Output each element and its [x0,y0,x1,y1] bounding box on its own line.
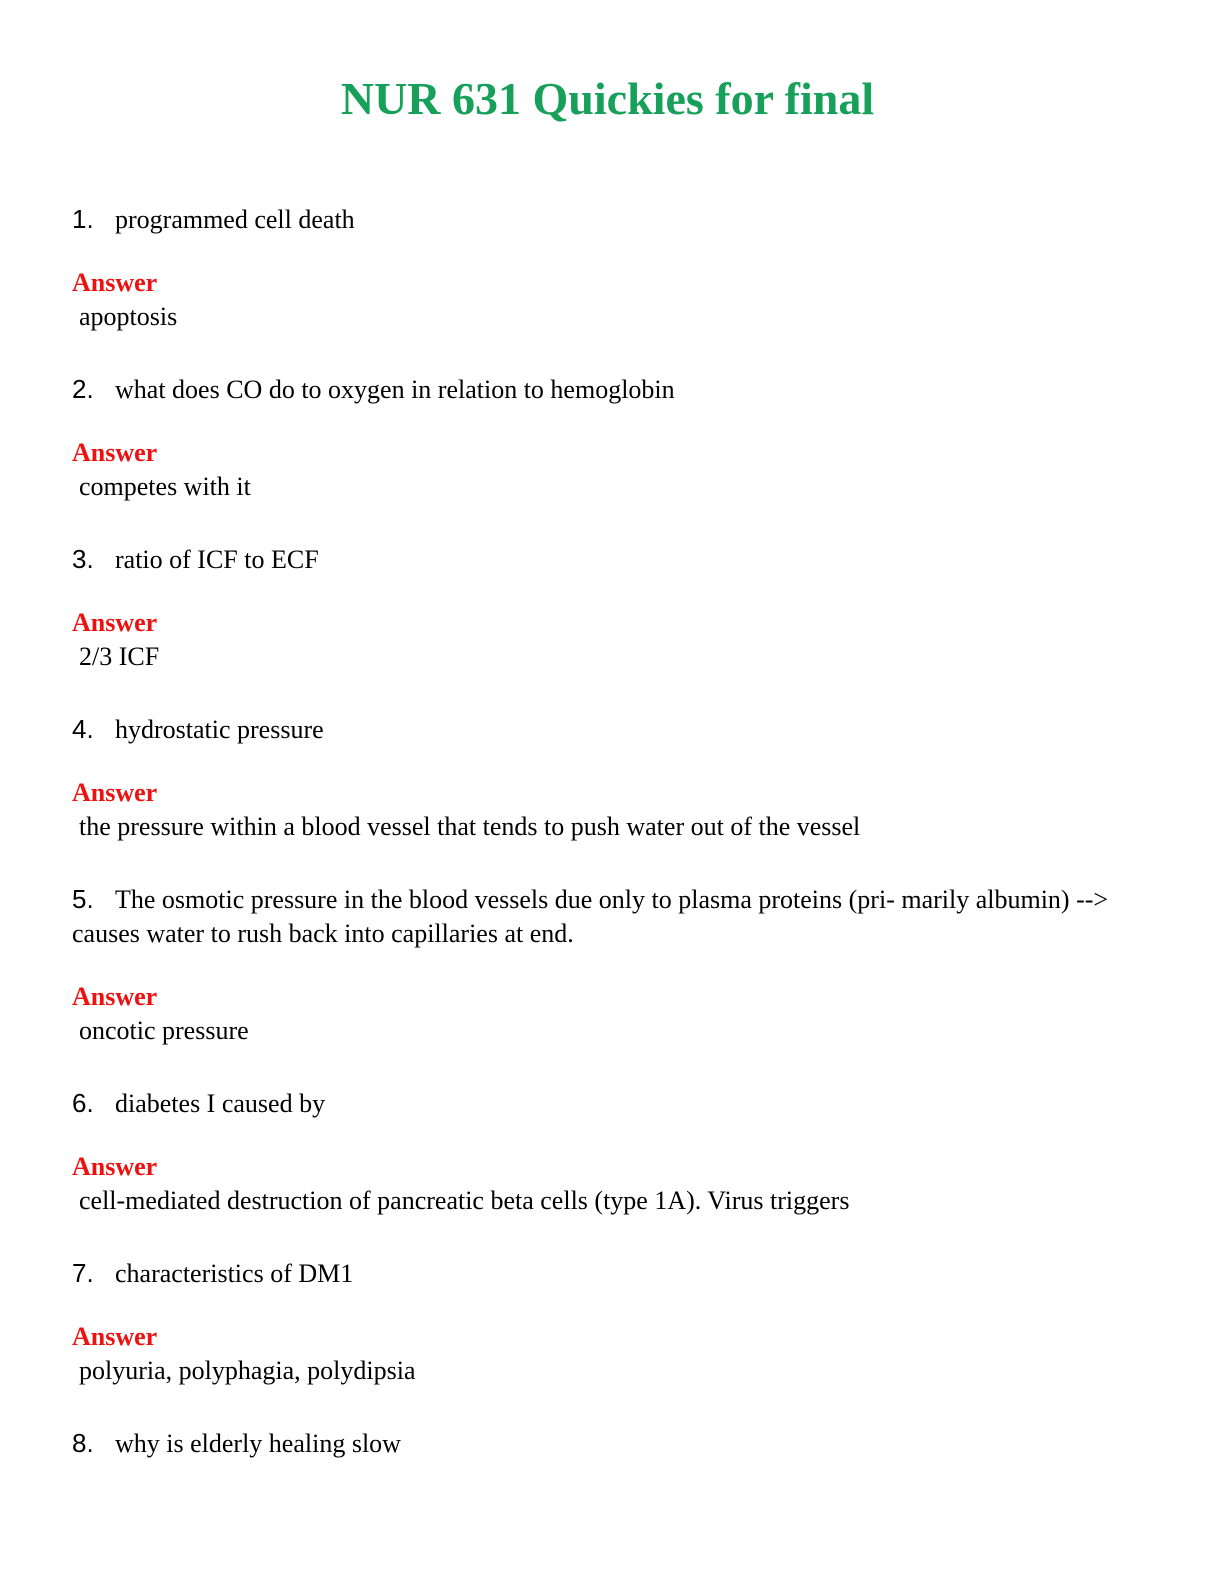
question-number: 2. [72,374,94,404]
qa-item-2 [72,372,1134,504]
question-text: The osmotic pressure in the blood vessels due only to plasma proteins (pri- marily albumin) --> causes water to rush back into capillaries at end. [72,885,1109,948]
question-line [72,882,1134,951]
answer-text: the pressure within a blood vessel that tends to push water out of the vessel [79,812,861,841]
qa-item-7 [72,1256,1134,1388]
page-title: NUR 631 Quickies for final [340,73,875,124]
question-number: 1. [72,204,94,234]
question-line [72,1256,1134,1291]
qa-item-5 [72,882,1134,1048]
question-line [72,202,1134,237]
question-number: 5. [72,884,94,914]
answer-text: cell-mediated destruction of pancreatic beta cells (type 1A). Virus triggers [79,1186,850,1215]
qa-item-6 [72,1086,1134,1218]
question-line [72,1086,1134,1121]
qa-item-8 [72,1426,1134,1461]
question-line [72,1426,1134,1461]
question-text: why is elderly healing slow [115,1429,401,1458]
qa-item-1 [72,202,1134,334]
answer-text: competes with it [79,472,251,501]
question-text: diabetes I caused by [115,1089,326,1118]
qa-item-3 [72,542,1134,674]
answer-label: Answer [72,778,158,807]
answer-label: Answer [72,268,158,297]
question-number: 6. [72,1088,94,1118]
answer-text: apoptosis [79,302,178,331]
question-text: programmed cell death [115,205,355,234]
qa-item-4 [72,712,1134,844]
answer-label: Answer [72,438,158,467]
answer-label: Answer [72,982,158,1011]
answer-text: oncotic pressure [79,1016,249,1045]
answer-label: Answer [72,1152,158,1181]
question-text: what does CO do to oxygen in relation to hemoglobin [115,375,675,404]
question-text: hydrostatic pressure [115,715,324,744]
question-number: 8. [72,1428,94,1458]
answer-text: polyuria, polyphagia, polydipsia [79,1356,416,1385]
question-number: 4. [72,714,94,744]
question-line [72,372,1134,407]
answer-text: 2/3 ICF [79,642,160,671]
question-line [72,712,1134,747]
question-text: characteristics of DM1 [115,1259,354,1288]
answer-label: Answer [72,608,158,637]
question-number: 7. [72,1258,94,1288]
question-text: ratio of ICF to ECF [115,545,319,574]
question-number: 3. [72,544,94,574]
question-line [72,542,1134,577]
answer-label: Answer [72,1322,158,1351]
